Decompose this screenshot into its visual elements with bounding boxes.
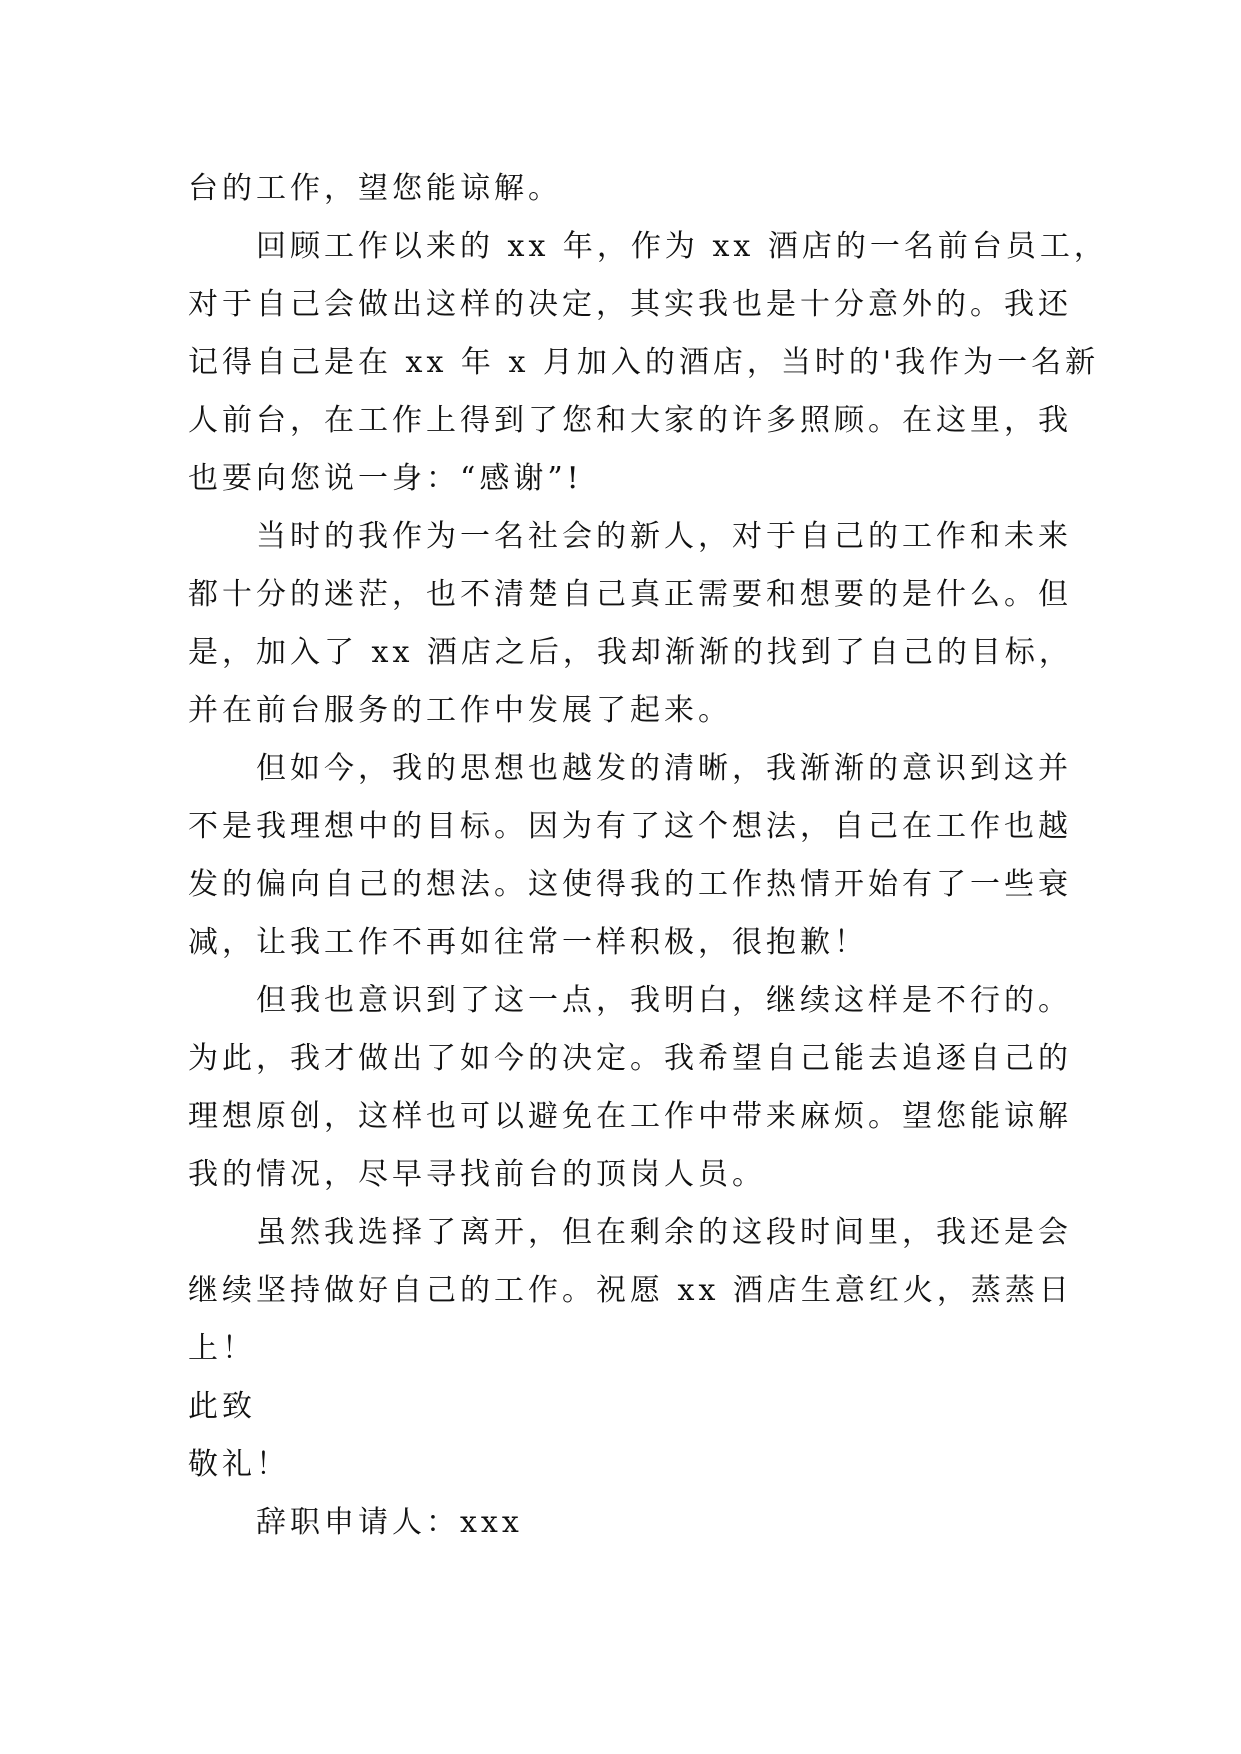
text-line: 是，加入了 xx 酒店之后，我却渐渐的找到了自己的目标， [188, 635, 1073, 670]
text-line: 并在前台服务的工作中发展了起来。 [188, 693, 732, 728]
closing-line: 此致 [188, 1389, 256, 1424]
text-line: 发的偏向自己的想法。这使得我的工作热情开始有了一些衰 [188, 867, 1072, 902]
text-line: 但如今，我的思想也越发的清晰，我渐渐的意识到这并 [256, 751, 1072, 786]
signature-line: 辞职申请人：xxx [256, 1505, 523, 1540]
text-line: 我的情况，尽早寻找前台的顶岗人员。 [188, 1157, 766, 1192]
text-line: 回顾工作以来的 xx 年，作为 xx 酒店的一名前台员工， [256, 229, 1108, 264]
letter-body [188, 160, 1108, 1552]
salutation-line: 敬礼！ [188, 1447, 290, 1482]
text-line: 但我也意识到了这一点，我明白，继续这样是不行的。 [256, 983, 1072, 1018]
text-line: 对于自己会做出这样的决定，其实我也是十分意外的。我还 [188, 287, 1072, 322]
text-line: 上！ [188, 1331, 256, 1366]
text-line: 台的工作，望您能谅解。 [188, 171, 562, 206]
text-line: 虽然我选择了离开，但在剩余的这段时间里，我还是会 [256, 1215, 1072, 1250]
text-line: 人前台，在工作上得到了您和大家的许多照顾。在这里，我 [188, 403, 1072, 438]
text-line: 继续坚持做好自己的工作。祝愿 xx 酒店生意红火，蒸蒸日 [188, 1273, 1073, 1308]
text-line: 理想原创，这样也可以避免在工作中带来麻烦。望您能谅解 [188, 1099, 1072, 1134]
text-line: 当时的我作为一名社会的新人，对于自己的工作和未来 [256, 519, 1072, 554]
text-line: 为此，我才做出了如今的决定。我希望自己能去追逐自己的 [188, 1041, 1072, 1076]
text-line: 也要向您说一身：“感谢”! [188, 461, 583, 496]
text-line: 记得自己是在 xx 年 x 月加入的酒店，当时的'我作为一名新 [188, 345, 1100, 380]
text-line: 减，让我工作不再如往常一样积极，很抱歉！ [188, 925, 868, 960]
text-line: 都十分的迷茫，也不清楚自己真正需要和想要的是什么。但 [188, 577, 1072, 612]
text-line: 不是我理想中的目标。因为有了这个想法，自己在工作也越 [188, 809, 1072, 844]
